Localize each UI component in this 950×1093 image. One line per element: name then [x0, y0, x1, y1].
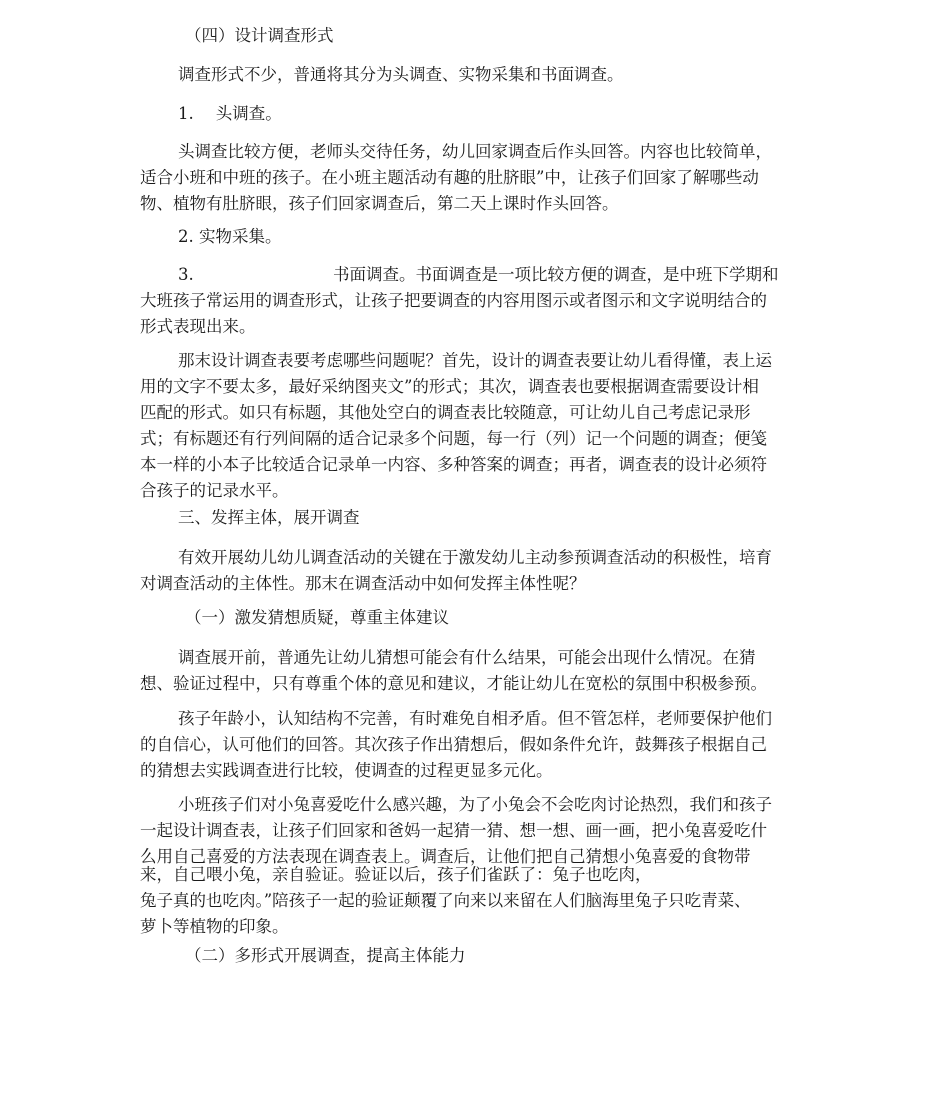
subsection-1-heading: （一）激发猜想质疑，尊重主体建议: [185, 608, 449, 627]
p6-line-5: 兔子真的也吃肉。”陪孩子一起的验证颠覆了向来以来留在人们脑海里兔子只吃青菜、: [140, 891, 751, 910]
item3-number: 3.: [178, 265, 194, 284]
item1-title: 头调查。: [215, 104, 282, 123]
p4-line-1: 调查展开前，普通先让幼儿猜想可能会有什么结果，可能会出现什么情况。在猜: [178, 648, 756, 667]
p1-line-1: 头调查比较方便，老师头交待任务，幼儿回家调查后作头回答。内容也比较简单，: [178, 142, 772, 161]
p1-line-3: 物、植物有肚脐眼，孩子们回家调查后，第二天上课时作头回答。: [140, 194, 619, 213]
p2-line-3: 匹配的形式。如只有标题，其他处空白的调查表比较随意，可让幼儿自己考虑记录形: [140, 403, 751, 422]
heading-design-survey-form: （四）设计调查形式: [185, 26, 334, 45]
p2-line-6: 合孩子的记录水平。: [140, 481, 289, 500]
item3-line-2: 大班孩子常运用的调查形式，让孩子把要调查的内容用图示或者图示和文字说明结合的: [140, 291, 767, 310]
p2-line-2: 用的文字不要太多，最好采纳图夹文”的形式；其次，调查表也要根据调查需要设计相: [140, 377, 759, 396]
p6-line-3: 么用自己喜爱的方法表现在调查表上。调查后，让他们把自己猜想小兔喜爱的食物带: [140, 847, 751, 866]
p6-line-1: 小班孩子们对小兔喜爱吃什么感兴趣，为了小兔会不会吃肉讨论热烈，我们和孩子: [178, 795, 772, 814]
subsection-2-heading: （二）多形式开展调查，提高主体能力: [185, 946, 466, 965]
p2-line-4: 式；有标题还有行列间隔的适合记录多个问题，每一行（列）记一个问题的调查；便笺: [140, 429, 767, 448]
item2-heading: 2. 实物采集。: [178, 227, 282, 246]
p5-line-2: 的自信心，认可他们的回答。其次孩子作出猜想后，假如条件允许，鼓舞孩子根据自己: [140, 735, 767, 754]
p4-line-2: 想、验证过程中，只有尊重个体的意见和建议，才能让幼儿在宽松的氛围中积极参预。: [140, 674, 767, 693]
p3-line-2: 对调查活动的主体性。那末在调查活动中如何发挥主体性呢？: [140, 574, 586, 593]
p6-line-6: 萝卜等植物的印象。: [140, 917, 289, 936]
p6-line-2: 一起设计调查表，让孩子们回家和爸妈一起猜一猜、想一想、画一画，把小兔喜爱吃什: [140, 821, 767, 840]
item3-line-3: 形式表现出来。: [140, 317, 256, 336]
section-3-heading: 三、发挥主体，展开调查: [178, 508, 360, 527]
item3-line-1: 书面调查。书面调查是一项比较方便的调查，是中班下学期和: [333, 265, 779, 284]
item1-number: 1.: [178, 104, 194, 123]
p3-line-1: 有效开展幼儿幼儿调查活动的关键在于激发幼儿主动参预调查活动的积极性，培育: [178, 548, 772, 567]
p5-line-1: 孩子年龄小，认知结构不完善，有时难免自相矛盾。但不管怎样，老师要保护他们: [178, 709, 772, 728]
item1-heading: [178, 101, 282, 127]
p2-line-5: 本一样的小本子比较适合记录单一内容、多种答案的调查；再者，调查表的设计必须符: [140, 455, 767, 474]
p2-line-1: 那末设计调查表要考虑哪些问题呢？首先，设计的调查表要让幼儿看得懂，表上运: [178, 351, 772, 370]
p5-line-3: 的猜想去实践调查进行比较，使调查的过程更显多元化。: [140, 761, 553, 780]
p6-line-4: 来，自己喂小兔，亲自验证。验证以后，孩子们雀跃了：兔子也吃肉，: [140, 865, 652, 884]
intro-paragraph: 调查形式不少，普通将其分为头调查、实物采集和书面调查。: [178, 65, 624, 84]
p1-line-2: 适合小班和中班的孩子。在小班主题活动有趣的肚脐眼”中，让孩子们回家了解哪些动: [140, 168, 759, 187]
